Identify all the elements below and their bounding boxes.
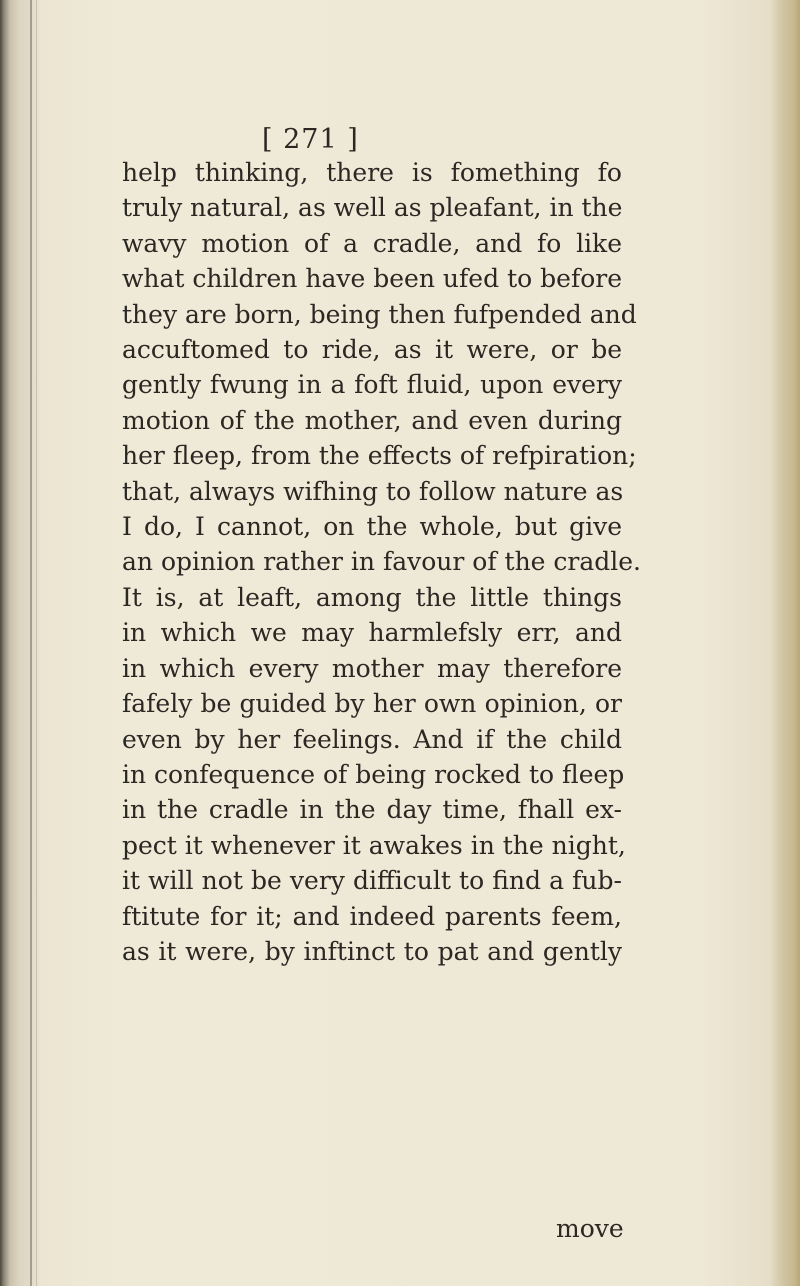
text-line: fafely be guided by her own opinion, or [122,689,622,719]
text-line: her fleep, from the effects of refpiration; [122,441,637,471]
text-line: in the cradle in the day time, fhall ex- [122,795,622,825]
catchword: move [556,1214,624,1243]
text-line: gently fwung in a foft fluid, upon every [122,370,622,400]
text-line: in which we may harmlefsly err, and [122,618,622,648]
text-line: in which every mother may therefore [122,653,622,683]
text-line: they are born, being then fufpended and [122,299,637,329]
text-line: even by her feelings. And if the child [122,724,622,754]
text-line: truly natural, as well as pleafant, in the [122,193,623,223]
text-line: what children have been ufed to before [122,264,622,294]
gutter-line [30,0,32,1286]
text-line: help thinking, there is fomething fo [122,158,622,187]
text-line: pect it whenever it awakes in the night, [122,830,626,860]
gutter-line-inner [36,0,37,1286]
text-line: motion of the mother, and even during [122,405,622,435]
text-line: that, always wifhing to follow nature as [122,476,624,506]
body-text [122,155,642,969]
text-line: an opinion rather in favour of the cradle. [122,547,642,577]
text-line: It is, at leaft, among the little things [122,582,622,612]
text-line: accuftomed to ride, as it were, or be [122,335,622,365]
text-line: in confequence of being rocked to fleep [122,759,625,789]
text-line: wavy motion of a cradle, and fo like [122,228,622,258]
page-edge-stain [770,0,800,1286]
page-number: [ 271 ] [262,124,359,155]
text-line: I do, I cannot, on the whole, but give [122,512,622,542]
text-line: ftitute for it; and indeed parents feem, [122,901,622,931]
text-line: as it were, by inftinct to pat and gently [122,936,622,966]
text-line: it will not be very difficult to find a fub- [122,866,622,896]
